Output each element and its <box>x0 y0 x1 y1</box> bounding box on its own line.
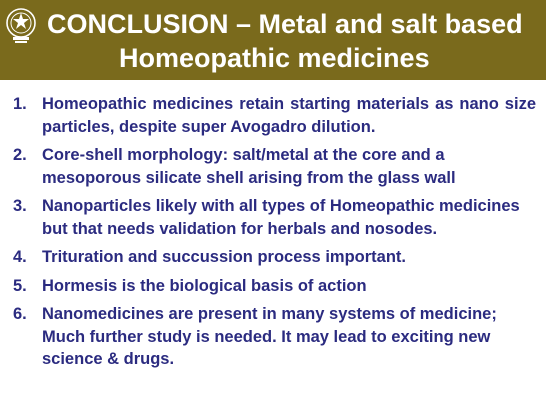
item-number: 3. <box>13 197 27 215</box>
item-number: 2. <box>13 146 27 164</box>
conclusion-item <box>0 144 546 189</box>
item-number: 6. <box>13 305 27 323</box>
conclusion-item <box>0 93 546 138</box>
item-text: Homeopathic medicines retain starting materials as nano size particles, despite super Avogadro dilution. <box>42 95 536 136</box>
item-number: 4. <box>13 248 27 266</box>
item-text: Core-shell morphology: salt/metal at the core and a mesoporous silicate shell arising from the glass wall <box>42 146 456 187</box>
conclusion-item <box>0 195 546 240</box>
title-bar <box>0 0 546 80</box>
item-text: Hormesis is the biological basis of action <box>42 276 367 295</box>
item-number: 1. <box>13 95 27 113</box>
item-text: Nanomedicines are present in many systems of medicine; Much further study is needed. It may lead to exciting new science & drugs. <box>42 305 497 368</box>
item-text: Nanoparticles likely with all types of Homeopathic medicines but that needs validation for herbals and nosodes. <box>42 197 520 238</box>
institute-emblem-icon <box>4 6 38 46</box>
item-text: Trituration and succussion process important. <box>42 248 406 266</box>
conclusion-list <box>0 93 546 377</box>
conclusion-item <box>0 303 546 371</box>
slide-title-line-1: CONCLUSION – Metal and salt based <box>47 9 523 39</box>
conclusion-item <box>0 246 546 269</box>
conclusion-item <box>0 275 546 298</box>
item-number: 5. <box>13 276 27 295</box>
slide-title-line-2: Homeopathic medicines <box>119 43 430 73</box>
